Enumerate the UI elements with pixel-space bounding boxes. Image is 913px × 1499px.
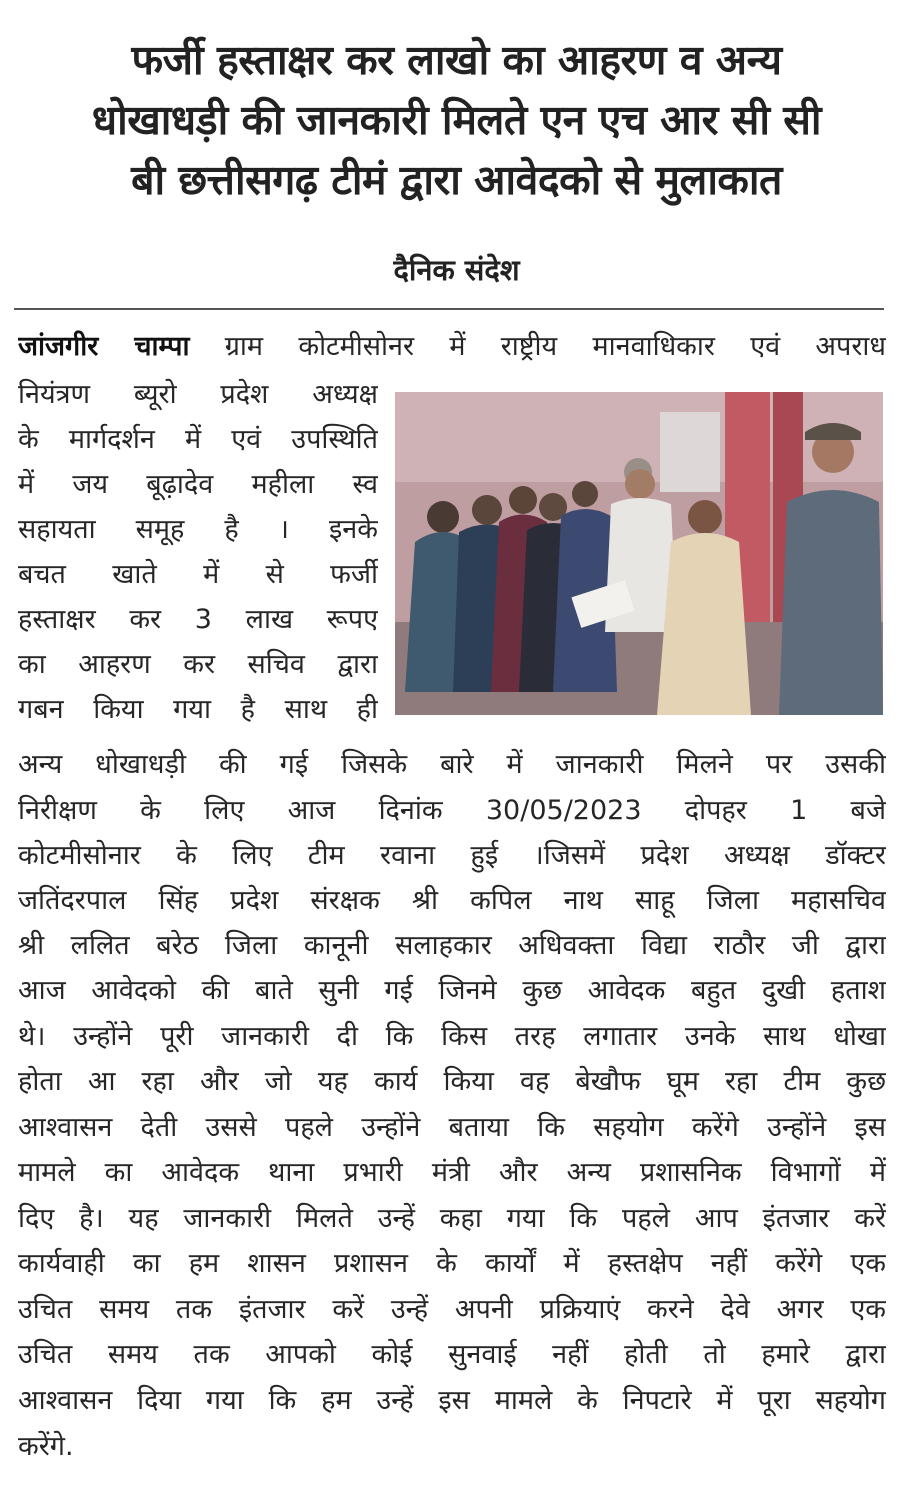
article-line: थे। उन्होंने पूरी जानकारी दी कि किस तरह लगातार उनके साथ धोखा [18, 1021, 886, 1052]
article-first-line [18, 324, 886, 370]
article-line: बचत खाते में से फर्जी [18, 559, 378, 590]
news-photo [395, 392, 883, 715]
article-line: सहायता समूह है । इनके [18, 514, 378, 545]
article-line: निरीक्षण के लिए आज दिनांक 30/05/2023 दोपहर 1 बजे [18, 795, 886, 826]
headline [14, 30, 899, 210]
article-line: में जय बूढ़ादेव महीला स्व [18, 469, 378, 500]
headline-line-3: बी छत्तीसगढ़ टीमं द्वारा आवेदको से मुलाकात [131, 156, 782, 204]
article-line: नियंत्रण ब्यूरो प्रदेश अध्यक्ष [18, 379, 378, 410]
group-photo [395, 392, 883, 715]
article-line: श्री ललित बरेठ जिला कानूनी सलाहकार अधिवक्ता विद्या राठौर जी द्वारा [18, 930, 886, 961]
article-line: अन्य धोखाधड़ी की गई जिसके बारे में जानकारी मिलने पर उसकी [18, 749, 886, 780]
article-line: कोटमीसोनार के लिए टीम रवाना हुई ।जिसमें प्रदेश अध्यक्ष डॉक्टर [18, 840, 886, 871]
article-line: आज आवेदको की बाते सुनी गई जिनमे कुछ आवेदक बहुत दुखी हताश [18, 975, 886, 1006]
article-line: करेंगे. [18, 1431, 74, 1462]
dateline: जांजगीर चाम्पा [18, 331, 190, 362]
article-line: हस्ताक्षर कर 3 लाख रूपए [18, 604, 378, 635]
article-text: ग्राम कोटमीसोनर में राष्ट्रीय मानवाधिकार एवं अपराध [189, 331, 886, 362]
article-line: जतिंदरपाल सिंह प्रदेश संरक्षक श्री कपिल नाथ साहू जिला महासचिव [18, 885, 886, 916]
article-line: कार्यवाही का हम शासन प्रशासन के कार्यों में हस्तक्षेप नहीं करेंगे एक [18, 1248, 886, 1279]
article-line: के मार्गदर्शन में एवं उपस्थिति [18, 424, 378, 455]
article-line: होता आ रहा और जो यह कार्य किया वह बेखौफ घूम रहा टीम कुछ [18, 1066, 886, 1097]
article-line: का आहरण कर सचिव द्वारा [18, 649, 378, 680]
article-line: आश्वासन देती उससे पहले उन्होंने बताया कि सहयोग करेंगे उन्होंने इस [18, 1112, 886, 1143]
article-line: गबन किया गया है साथ ही [18, 694, 378, 725]
headline-line-2: धोखाधड़ी की जानकारी मिलते एन एच आर सी सी [91, 96, 822, 144]
article-line: मामले का आवेदक थाना प्रभारी मंत्री और अन्य प्रशासनिक विभागों में [18, 1157, 886, 1188]
article-line: दिए है। यह जानकारी मिलते उन्हें कहा गया कि पहले आप इंतजार करें [18, 1203, 886, 1234]
article-line: उचित समय तक इंतजार करें उन्हें अपनी प्रक्रियाएं करने देवे अगर एक [18, 1294, 886, 1325]
source-credit: दैनिक संदेश [393, 253, 520, 287]
article-line: आश्वासन दिया गया कि हम उन्हें इस मामले के निपटारे में पूरा सहयोग [18, 1385, 886, 1416]
divider [14, 308, 884, 310]
headline-line-1: फर्जी हस्ताक्षर कर लाखो का आहरण व अन्य [131, 36, 782, 84]
article-line: उचित समय तक आपको कोई सुनवाई नहीं होती तो हमारे द्वारा [18, 1339, 886, 1370]
